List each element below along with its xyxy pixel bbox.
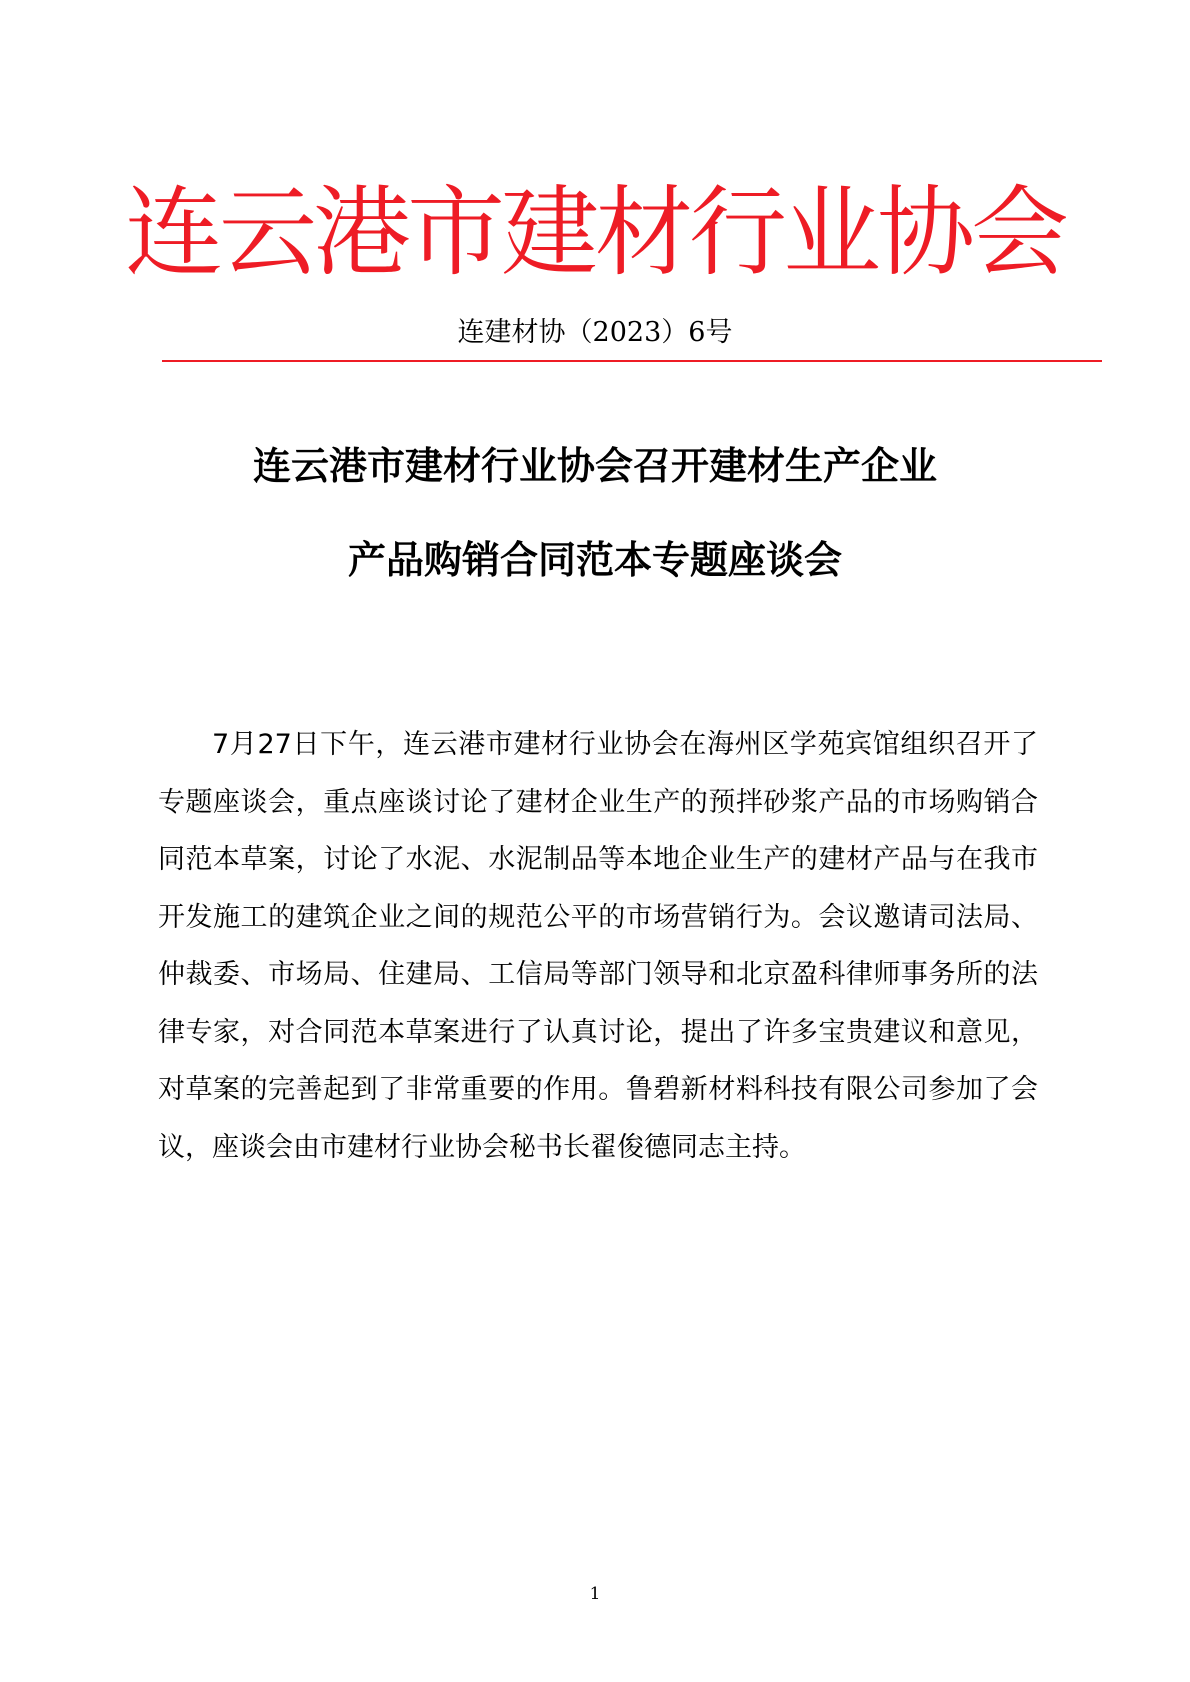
- letterhead-organization-name: 连云港市建材行业协会: [124, 176, 1065, 290]
- document-number: 连建材协（2023）6号: [457, 317, 733, 348]
- document-title-line-2: 产品购销合同范本专题座谈会: [347, 538, 842, 582]
- page-number: 1: [589, 1584, 601, 1604]
- body-paragraph: 7月27日下午，连云港市建材行业协会在海州区学苑宾馆组织召开了专题座谈会，重点座谈讨论了建材企业生产的预拌砂浆产品的市场购销合同范本草案，讨论了水泥、水泥制品等本地企业生产的建材产品与在我市开发施工的建筑企业之间的规范公平的市场营销行为。会议邀请司法局、仲裁委、市场局、住建局、工信局等部门领导和北京盈科律师事务所的法律专家，对合同范本草案进行了认真讨论，提出了许多宝贵建议和意见，对草案的完善起到了非常重要的作用。鲁碧新材料科技有限公司参加了会议，座谈会由市建材行业协会秘书长翟俊德同志主持。: [158, 729, 1038, 1163]
- document-title-line-1: 连云港市建材行业协会召开建材生产企业: [252, 444, 937, 488]
- letterhead-divider: [162, 360, 1102, 362]
